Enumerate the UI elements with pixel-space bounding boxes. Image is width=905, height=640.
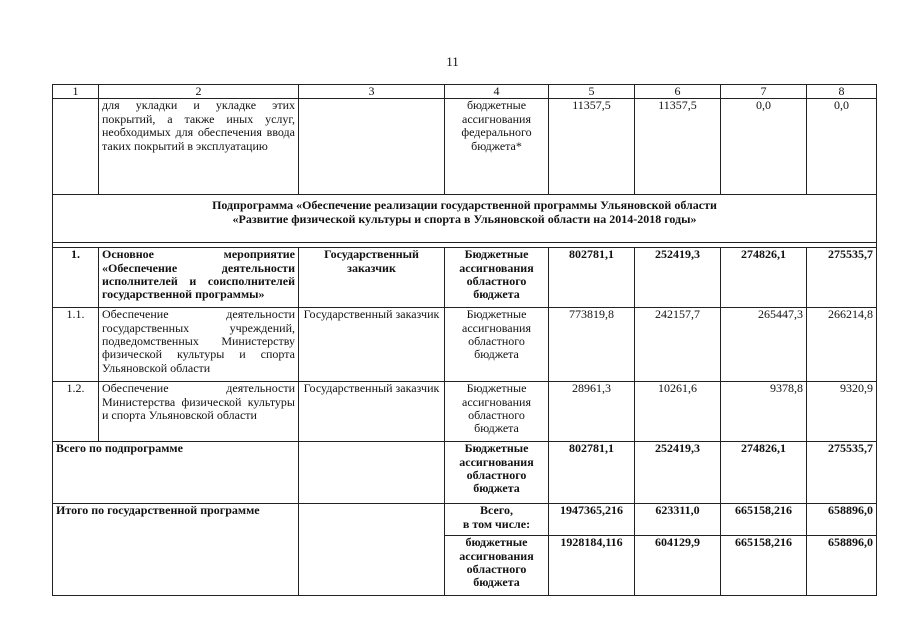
col-header-2: 2 (99, 85, 299, 99)
col-header-3: 3 (299, 85, 445, 99)
table-row (53, 382, 877, 442)
year-2016-cell: 10261,6 (635, 382, 721, 442)
year-2018-cell: 658896,0 (807, 536, 877, 596)
year-2017-cell: 0,0 (721, 99, 807, 195)
subprogram-heading (53, 195, 877, 243)
year-2016-cell: 623311,0 (635, 504, 721, 536)
year-2016-cell: 242157,7 (635, 308, 721, 382)
year-2018-cell: 275535,7 (807, 442, 877, 504)
activity-name-cell: Обеспечение деятельности государственных учреждений, подведомственных Министерству физической культуры и спорта Ульяновской области (99, 308, 299, 382)
total-cell: 11357,5 (549, 99, 635, 195)
year-2016-cell: 11357,5 (635, 99, 721, 195)
table-row (53, 308, 877, 382)
grand-total-source-line2: в том числе: (462, 516, 531, 531)
table-row-subtotal (53, 442, 877, 504)
subprogram-heading-row (53, 195, 877, 243)
total-cell: 1947365,216 (549, 504, 635, 536)
funding-source-cell (445, 504, 549, 536)
funding-source-cell: бюджетные ассигнования областного бюджета (445, 536, 549, 596)
row-number-cell: 1.1. (53, 308, 99, 382)
subtotal-label: Всего по подпрограмме (53, 442, 299, 504)
total-cell: 802781,1 (549, 248, 635, 308)
year-2016-cell: 604129,9 (635, 536, 721, 596)
year-2018-cell: 9320,9 (807, 382, 877, 442)
col-header-5: 5 (549, 85, 635, 99)
total-cell: 802781,1 (549, 442, 635, 504)
year-2016-cell: 252419,3 (635, 248, 721, 308)
page-number: 11 (446, 54, 459, 69)
year-2016-cell: 252419,3 (635, 442, 721, 504)
year-2017-cell: 665158,216 (721, 504, 807, 536)
funding-source-cell: бюджетные ассигнования федерального бюджета* (445, 99, 549, 195)
year-2018-cell: 266214,8 (807, 308, 877, 382)
executor-cell (299, 504, 445, 596)
funding-source-cell: Бюджетные ассигнования областного бюджета (445, 442, 549, 504)
col-header-1: 1 (53, 85, 99, 99)
activity-name-cell: Основное мероприятие «Обеспечение деятельности исполнителей и соисполнителей государственной программы» (99, 248, 299, 308)
funding-source-cell: Бюджетные ассигнования областного бюджета (445, 308, 549, 382)
table-row-grand-total (53, 504, 877, 536)
row-number-cell (53, 99, 99, 195)
row-number-cell: 1.2. (53, 382, 99, 442)
col-header-7: 7 (721, 85, 807, 99)
year-2017-cell: 9378,8 (721, 382, 807, 442)
executor-cell: Государственный заказчик (299, 382, 445, 442)
funding-source-cell: Бюджетные ассигнования областного бюджета (445, 248, 549, 308)
total-cell: 1928184,116 (549, 536, 635, 596)
grand-total-source-line1: Всего, (480, 503, 513, 518)
col-header-8: 8 (807, 85, 877, 99)
year-2017-cell: 265447,3 (721, 308, 807, 382)
year-2018-cell: 275535,7 (807, 248, 877, 308)
year-2017-cell: 665158,216 (721, 536, 807, 596)
funding-source-cell: Бюджетные ассигнования областного бюджета (445, 382, 549, 442)
subprogram-heading-line1: Подпрограмма «Обеспечение реализации государственной программы Ульяновской области (212, 198, 717, 213)
year-2018-cell: 0,0 (807, 99, 877, 195)
total-cell: 28961,3 (549, 382, 635, 442)
year-2017-cell: 274826,1 (721, 442, 807, 504)
total-cell: 773819,8 (549, 308, 635, 382)
executor-cell (299, 442, 445, 504)
table-row-continued (53, 99, 877, 195)
activity-name-cell: Обеспечение деятельности Министерства физической культуры и спорта Ульяновской области (99, 382, 299, 442)
year-2018-cell: 658896,0 (807, 504, 877, 536)
executor-cell: Государственный заказчик (299, 248, 445, 308)
col-header-4: 4 (445, 85, 549, 99)
activity-name-cell: для укладки и укладке этих покрытий, а также иных услуг, необходимых для обеспечения ввода таких покрытий в эксплуатацию (99, 99, 299, 195)
executor-cell: Государственный заказчик (299, 308, 445, 382)
subprogram-heading-line2: «Развитие физической культуры и спорта в Ульяновской области на 2014-2018 годы» (232, 211, 697, 226)
executor-cell (299, 99, 445, 195)
table-row-main-activity (53, 248, 877, 308)
grand-total-label: Итого по государственной программе (53, 504, 299, 596)
column-number-row (53, 85, 877, 99)
row-number-cell: 1. (53, 248, 99, 308)
year-2017-cell: 274826,1 (721, 248, 807, 308)
budget-table (52, 84, 877, 596)
col-header-6: 6 (635, 85, 721, 99)
